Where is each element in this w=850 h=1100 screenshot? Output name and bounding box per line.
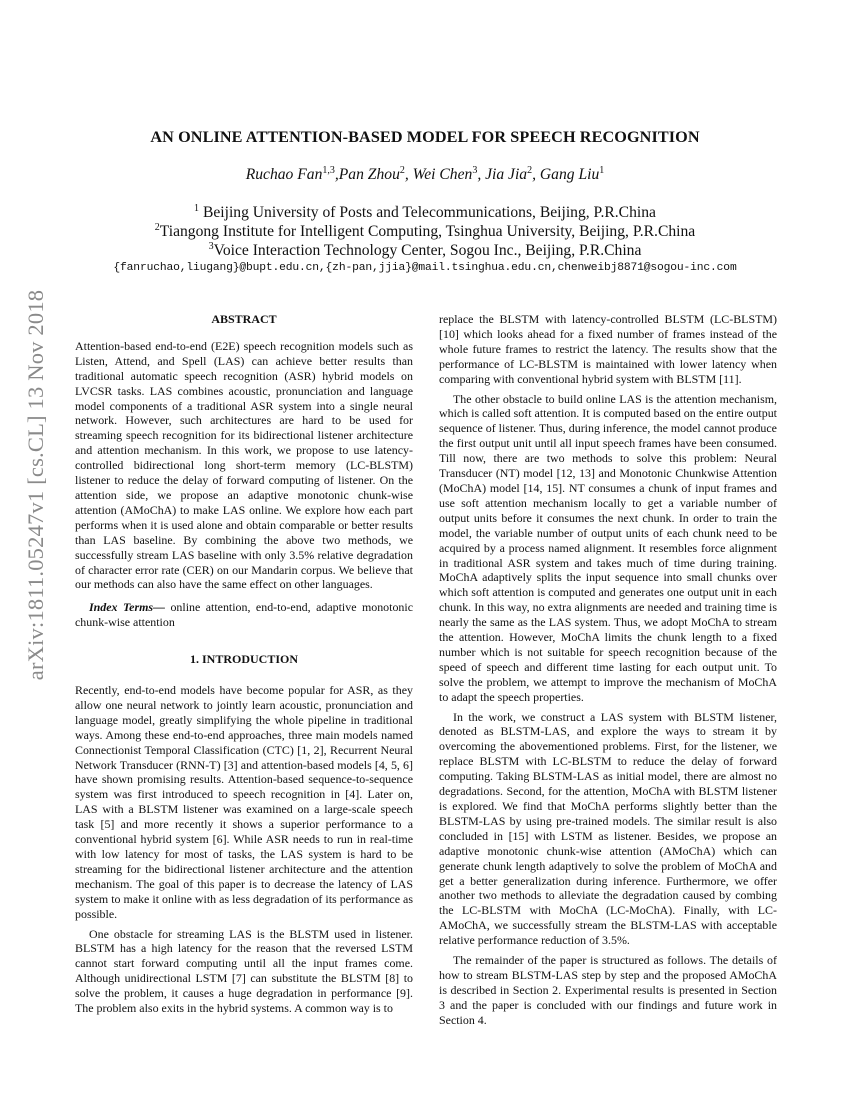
author-name: Wei Chen — [412, 166, 473, 184]
intro-paragraph: replace the BLSTM with latency-controlled BLSTM (LC-BLSTM) [10] which looks ahead for a fixed number of frames instead of the whole future frames to restrict the latency. The results show that the performance of LC-BLSTM is maintained with lower latency when comparing with conventional hybrid system with BLSTM [11]. — [439, 312, 777, 386]
author-name: Pan Zhou — [338, 166, 400, 184]
author-name: Jia Jia — [485, 166, 528, 184]
author-emails: {fanruchao,liugang}@bupt.edu.cn,{zh-pan,jjia}@mail.tsinghua.edu.cn,chenweibj8871@sogou-inc.com — [113, 262, 737, 274]
author-list: Ruchao Fan$^{1,3}$,Pan Zhou$^2$, Wei Chen$^3$, Jia Jia$^2$, Gang Liu$^1$ — [245, 165, 605, 184]
paper-title: AN ONLINE ATTENTION-BASED MODEL FOR SPEECH RECOGNITION — [150, 128, 700, 146]
intro-paragraph: In the work, we construct a LAS system with BLSTM listener, denoted as BLSTM-LAS, and explore the ways to stream it by overcoming the abovementioned problems. First, for the listener, we replace BLSTM with LC-BLSTM to reduce the delay of forward computing. Taking BLSTM-LAS as initial model, there are almost no degradations. Second, for the attention, MoChA with BLSTM listener is explored. We find that MoChA performs slightly better than the BLSTM-LAS by using pre-trained models. The similar result is also concluded in [15] with LSTM as listener. Besides, we propose an adaptive monotonic chunk-wise attention (AMoChA) which can generate chunk length adaptively to solve the problem of MoChA and get a better generalization during inference. Furthermore, we offer another two methods to alleviate the degradation caused by combing the LC-BLSTM with MoChA (LC-MoChA). Finally, with LC-AMoChA, we successfully stream the BLSTM-LAS with acceptable relative performance reduction of 3.5%. — [439, 709, 777, 948]
intro-paragraph: The other obstacle to build online LAS is the attention mechanism, which is called soft attention. It is computed based on the entire output sequence of listener. Thus, during inference, the model cannot produce the first output unit until all input speech frames have been consumed. Till now, there are two methods to solve this problem: Neural Transducer (NT) model [12, 13] and Monotonic Chunkwise Attention (MoChA) model [14, 15]. NT consumes a chunk of input frames and use soft attention mechanism locally to get a variable number of output units before it consumes the next chunk. In order to train the model, the variable number of output units of each chunk need to be acquired by a process named alignment. It resembles force alignment in traditional ASR system and takes much of time during training. MoChA adaptively splits the input sequence into small chunks over which soft attention is computed and generates one output unit in each chunk. In this way, no extra alignments are needed and training time is nearly the same as the LAS system. Thus, we adopt MoChA to stream the attention. However, MoChA limits the chunk length to a fixed number which is not suitable for speech recognition because of the speed of speech and different time lasting for each output unit. To solve the problem, we attempt to improve the mechanism of MoChA to adapt the speech properties. — [439, 391, 777, 704]
affiliation-mark: 2 — [154, 222, 160, 233]
author-affiliation-mark: 1,3 — [322, 165, 335, 176]
index-terms-label: Index Terms— — [89, 600, 165, 615]
index-terms — [75, 600, 413, 630]
left-column — [75, 312, 413, 1016]
introduction-heading: 1. INTRODUCTION — [189, 652, 298, 667]
affiliation-mark: 1 — [194, 203, 200, 214]
index-terms-text: online attention, end-to-end, adaptive monotonic chunk-wise attention — [75, 600, 414, 630]
author-affiliation-mark: 1 — [599, 165, 605, 176]
abstract-heading: ABSTRACT — [211, 312, 277, 326]
intro-paragraph: The remainder of the paper is structured as follows. The details of how to stream BLSTM-LAS step by step and the proposed AMoChA is described in Section 2. Experimental results is presented in Section 3 and the paper is concluded with our findings and future work in Section 4. — [439, 953, 777, 1027]
author-affiliation-mark: 3 — [472, 165, 478, 176]
affiliation-line — [0, 241, 850, 260]
arxiv-identifier-sidebar — [8, 290, 64, 680]
affiliation-text: Tiangong Institute for Intelligent Computing, Tsinghua University, Beijing, P.R.China — [159, 223, 696, 241]
author-affiliation-mark: 2 — [527, 165, 533, 176]
right-column — [439, 312, 777, 1028]
author-affiliation-mark: 2 — [399, 165, 405, 176]
affiliation-text: Beijing University of Posts and Telecommunications, Beijing, P.R.China — [202, 204, 656, 222]
affiliation-line — [0, 203, 850, 222]
intro-paragraph: Recently, end-to-end models have become popular for ASR, as they allow one neural network to jointly learn acoustic, pronunciation and language model, greatly simplifying the whole pipeline in traditional ways. Among these end-to-end approaches, three main models named Connectionist Temporal Classification (CTC) [1, 2], Recurrent Neural Network Transducer (RNN-T) [3] and attention-based models [4, 5, 6] have shown promising results. Attention-based sequence-to-sequence system was first introduced to speech recognition in [4]. Later on, LAS with a BLSTM listener was examined on a large-scale speech task [5] and more recently it shows a superior performance to a conventional hybrid system [6]. While ASR needs to run in real-time with low latency for most of tasks, the LAS system is hard to be streaming for the bidirectional listener architecture and the attention mechanism. The goal of this paper is to decrease the latency of LAS system to make it online with as less degradation of its performance as possible. — [75, 683, 413, 921]
arxiv-identifier: arXiv:1811.05247v1 [cs.CL] 13 Nov 2018 — [23, 289, 49, 681]
affiliation-line — [0, 222, 850, 241]
affiliation-text: Voice Interaction Technology Center, Sogou Inc., Beijing, P.R.China — [213, 242, 642, 260]
affiliation-mark: 3 — [208, 241, 214, 252]
intro-paragraph: One obstacle for streaming LAS is the BLSTM used in listener. BLSTM has a high latency for the reason that the reversed LSTM cannot start forward computing until all the input frames come. Although unidirectional LSTM [7] can substitute the BLSTM [8] to solve the problem, it causes a huge degradation in performance [9]. The problem also exits in the hybrid systems. A common way is to — [75, 926, 413, 1016]
abstract-text: Attention-based end-to-end (E2E) speech recognition models such as Listen, Attend, and Spell (LAS) can achieve better results than traditional automatic speech recognition (ASR) hybrid models on LVCSR tasks. LAS combines acoustic, pronunciation and language model components of a traditional ASR system into a single neural network. However, such architectures are hard to be used for streaming speech recognition for its bidirectional listener architecture and attention mechanism. In this work, we propose to use latency-controlled bidirectional long short-term memory (LC-BLSTM) listener to reduce the delay of forward computing of listener. On the attention side, we propose an adaptive monotonic chunk-wise attention (AMoChA) to make LAS online. We explore how each part performs when it is used alone and obtain comparable or better results than LAS baseline. By combining the above two methods, we successfully stream LAS baseline with only 3.5% relative degradation of character error rate (CER) on our Mandarin corpus. We believe that our methods can also have the same effect on other languages. — [75, 338, 413, 592]
author-name: Ruchao Fan — [245, 166, 323, 184]
author-name: Gang Liu — [539, 166, 600, 184]
